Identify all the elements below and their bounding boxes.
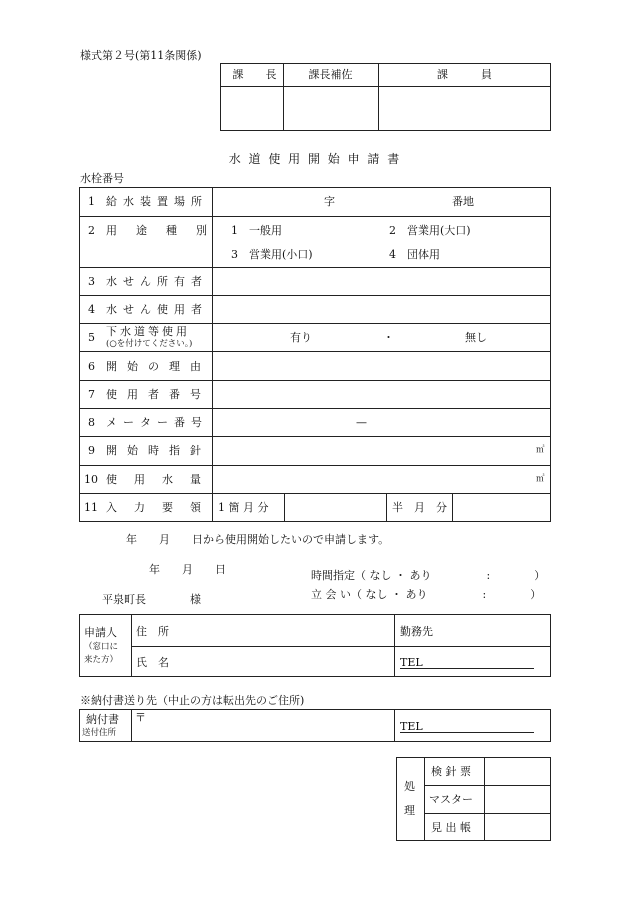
- row3-label: 水せん所有者: [106, 275, 208, 288]
- sewer-separator: ・: [383, 331, 394, 344]
- applicant-tel-line[interactable]: [400, 668, 534, 669]
- row10-number: 10: [84, 473, 98, 486]
- row7-number: 7: [88, 388, 95, 401]
- applicant-sub-1: （窓口に: [84, 642, 119, 652]
- processing-label-1: 処: [404, 780, 415, 793]
- name-label: 氏 名: [136, 656, 169, 669]
- postal-mark: 〒: [135, 711, 146, 724]
- row9-label: 開始時指針: [106, 444, 211, 457]
- half-month-field[interactable]: [453, 494, 550, 521]
- processing-item-ledger: 見 出 帳: [431, 821, 471, 834]
- processing-item-master: マスター: [429, 793, 473, 806]
- water-usage-field[interactable]: [213, 466, 533, 493]
- delivery-address-field[interactable]: [145, 710, 393, 741]
- start-reading-field[interactable]: [213, 437, 533, 465]
- address-field[interactable]: [180, 615, 393, 646]
- row2-label: 用 途 種 別: [106, 224, 211, 237]
- approval-head-1: 課 長: [232, 68, 277, 81]
- row5-label: 下水道等使用: [106, 325, 190, 338]
- faucet-user-field[interactable]: [213, 296, 550, 323]
- processing-check-meter-slip[interactable]: [485, 758, 550, 785]
- faucet-owner-field[interactable]: [213, 268, 550, 295]
- applicant-title: 申請人: [84, 626, 117, 639]
- attendance-specification[interactable]: 立 会 い（ なし ・ あり : ）: [311, 588, 542, 601]
- half-month-label: 半 月 分: [392, 501, 447, 514]
- application-date[interactable]: 年 月 日: [149, 563, 226, 576]
- row10-unit: ㎥: [536, 474, 545, 484]
- row11-label: 入 力 要 領: [106, 501, 204, 514]
- delivery-label-1: 納付書: [86, 713, 119, 726]
- addressee: 平泉町長 様: [102, 593, 201, 606]
- row9-unit: ㎥: [536, 445, 545, 455]
- row5-sub-label: (○を付けてください。): [106, 339, 193, 349]
- row2-number: 2: [88, 224, 95, 237]
- row10-label: 使 用 水 量: [106, 473, 204, 486]
- delivery-tel-line[interactable]: [400, 732, 534, 733]
- row6-label: 開始の理由: [106, 360, 211, 373]
- meter-number-dash: —: [356, 416, 367, 429]
- page-title: 水 道 使 用 開 始 申 請 書: [228, 152, 402, 166]
- one-month-label: 1 箇 月 分: [218, 501, 269, 514]
- user-number-field[interactable]: [213, 381, 550, 408]
- usage-option-4[interactable]: 4 団体用: [389, 248, 440, 261]
- processing-check-master[interactable]: [485, 786, 550, 813]
- sewer-no[interactable]: 無し: [465, 331, 487, 344]
- approval-stamp-assistant[interactable]: [284, 87, 378, 130]
- approval-head-3: 課 員: [437, 68, 492, 81]
- time-specification[interactable]: 時間指定（ なし ・ あり : ）: [311, 569, 546, 582]
- delivery-tel-label: TEL: [400, 720, 423, 733]
- delivery-heading: ※納付書送り先（中止の方は転出先のご住所): [80, 694, 305, 707]
- row1-label: 給水装置場所: [106, 195, 208, 208]
- approval-head-2: 課長補佐: [308, 68, 353, 81]
- row11-number: 11: [84, 501, 98, 514]
- row9-number: 9: [88, 444, 95, 457]
- sewer-yes[interactable]: 有り: [290, 331, 312, 344]
- row8-label: メーター番号: [106, 416, 208, 429]
- usage-option-1[interactable]: 1 一般用: [231, 224, 282, 237]
- supply-location-field[interactable]: [213, 188, 550, 216]
- form-number: 様式第２号(第11条関係): [80, 49, 202, 62]
- usage-option-3[interactable]: 3 営業用(小口): [231, 248, 313, 261]
- row8-number: 8: [88, 416, 95, 429]
- applicant-sub-2: 来た方）: [84, 655, 119, 665]
- approval-stamp-manager[interactable]: [221, 87, 283, 130]
- name-field[interactable]: [180, 647, 393, 676]
- row3-number: 3: [88, 275, 95, 288]
- row6-number: 6: [88, 360, 95, 373]
- meter-number-field[interactable]: [213, 409, 550, 436]
- address-label: 住 所: [136, 625, 169, 638]
- row7-label: 使用者番号: [106, 388, 211, 401]
- delivery-label-2: 送付住所: [82, 728, 117, 738]
- start-reason-field[interactable]: [213, 352, 550, 380]
- row1-aza: 字: [324, 195, 335, 208]
- processing-item-meter-slip: 検 針 票: [431, 765, 471, 778]
- row4-label: 水せん使用者: [106, 303, 208, 316]
- request-sentence: 年 月 日から使用開始したいので申請します。: [126, 533, 390, 546]
- usage-option-2[interactable]: 2 営業用(大口): [389, 224, 471, 237]
- hydrant-number-label: 水栓番号: [80, 172, 124, 185]
- row4-number: 4: [88, 303, 95, 316]
- approval-stamp-staff[interactable]: [379, 87, 550, 130]
- workplace-label: 勤務先: [400, 625, 433, 638]
- row1-number: 1: [88, 195, 95, 208]
- row5-number: 5: [88, 331, 95, 344]
- one-month-field[interactable]: [285, 494, 386, 521]
- applicant-tel-label: TEL: [400, 656, 423, 669]
- processing-label-2: 理: [404, 804, 415, 817]
- processing-check-ledger[interactable]: [485, 814, 550, 840]
- row1-banchi: 番地: [452, 195, 474, 208]
